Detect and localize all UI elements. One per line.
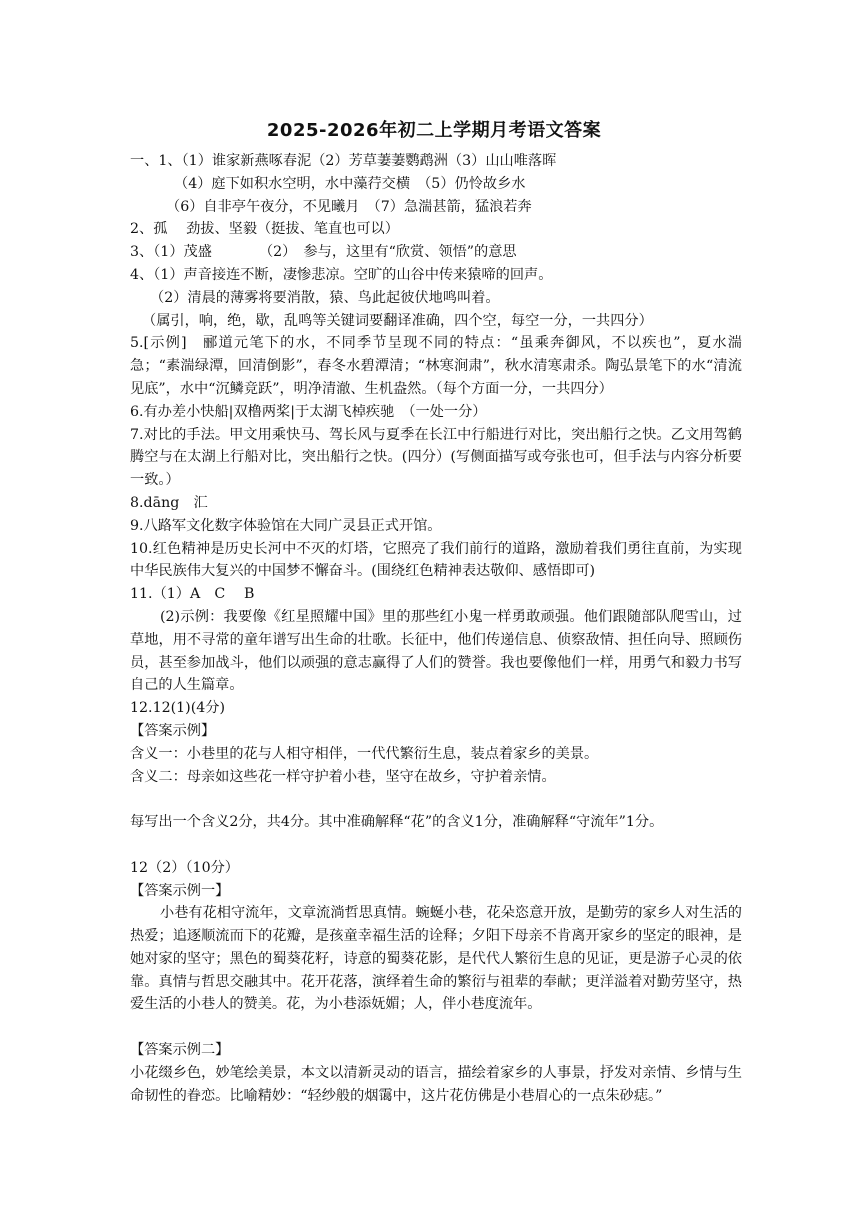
answer-8: 8.dāng 汇 [130, 494, 208, 511]
answer-11-part-1: 11.（1）A C B [130, 586, 255, 603]
answer-5: 5.[示例] 郦道元笔下的水，不同季节呈现不同的特点：“虽乘奔御风，不以疾也”，夏水湍急；“素湍绿潭，回清倒影”，春冬水碧潭清；“林寒涧肃”，秋水清寒肃杀。陶弘景笔下的水“清流见底”，水中“沉鳞竞跃”，明净清澈、生机盎然。（每个方面一分，一共四分） [130, 335, 742, 397]
answer-example-one-label: 【答案示例一】 [130, 882, 230, 899]
answer-11-part-2: (2)示例：我要像《红星照耀中国》里的那些红小鬼一样勇敢顽强。他们跟随部队爬雪山，过草地，用不寻常的童年谱写出生命的壮歌。长征中，他们传递信息、侦察敌情、担任向导、照顾伤员，甚至参加战斗，他们以顽强的意志赢得了人们的赞誉。我也要像他们一样，用勇气和毅力书写自己的人生篇章。 [130, 608, 742, 694]
answer-6: 6.有办差小快船|双橹两桨|于太湖飞棹疾驰 （一处一分） [130, 403, 487, 420]
blank-line [130, 788, 742, 811]
answer-12-2-heading: 12（2）（10分） [130, 859, 239, 876]
blank-line [130, 1016, 742, 1039]
answer-1-line-3: （6）自非亭午夜分，不见曦月 （7）急湍甚箭，猛浪若奔 [166, 198, 532, 215]
blank-line [130, 834, 742, 857]
answer-7: 7.对比的手法。甲文用乘快马、驾长风与夏季在长江中行船进行对比，突出船行之快。乙文用驾鹤腾空与在太湖上行船对比，突出船行之快。(四分）(写侧面描写或夸张也可，但手法与内容分析要一致。） [130, 426, 742, 489]
answer-1-line-1: 一、1、（1）谁家新燕啄春泥（2）芳草萋萋鹦鹉洲（3）山山唯落晖 [130, 153, 557, 169]
meaning-two: 含义二：母亲如这些花一样守护着小巷，坚守在故乡，守护着亲情。 [130, 768, 556, 785]
answer-2: 2、孤 劲拔、坚毅（挺拔、笔直也可以） [130, 221, 399, 238]
answer-9: 9.八路军文化数字体验馆在大同广灵县正式开馆。 [130, 517, 442, 534]
answer-12-1-heading: 12.12(1)(4分) [130, 700, 225, 717]
answer-content [130, 150, 742, 1107]
answer-4-scoring-note: （属引，响，绝，歇，乱鸣等关键词要翻译准确，四个空，每空一分，一共四分） [142, 312, 653, 329]
answer-example-two-label: 【答案示例二】 [130, 1042, 230, 1059]
answer-4-line-2: （2）清晨的薄雾将要消散，猿、鸟此起彼伏地鸣叫着。 [150, 289, 500, 306]
answer-example-two-text: 小花缀乡色，妙笔绘美景，本文以清新灵动的语言，描绘着家乡的人事景，抒发对亲情、乡情与生命韧性的眷恋。比喻精妙：“轻纱般的烟霭中，这片花仿佛是小巷眉心的一点朱砂痣。” [130, 1064, 742, 1104]
answer-example-label: 【答案示例】 [130, 722, 216, 739]
meaning-one: 含义一：小巷里的花与人相守相伴，一代代繁衍生息，装点着家乡的美景。 [130, 745, 599, 762]
scoring-rule: 每写出一个含义2分，共4分。其中准确解释“花”的含义1分，准确解释“守流年”1分。 [130, 814, 664, 831]
answer-4-line-1: 4、（1）声音接连不断，凄惨悲凉。空旷的山谷中传来猿啼的回声。 [130, 266, 553, 283]
document-title: 2025-2026年初二上学期月考语文答案 [266, 120, 602, 141]
answer-example-one-text: 小巷有花相守流年，文章流淌哲思真情。蜿蜒小巷，花朵恣意开放，是勤劳的家乡人对生活的热爱；追逐顺流而下的花瓣，是孩童幸福生活的诠释；夕阳下母亲不肯离开家乡的坚定的眼神，是她对家的坚守；黑色的蜀葵花籽，诗意的蜀葵花影，是代代人繁衍生息的见证，更是游子心灵的依靠。真情与哲思交融其中。花开花落，演绎着生命的繁衍与祖辈的奉献；更洋溢着对勤劳坚守，热爱生活的小巷人的赞美。花，为小巷添妩媚；人，伴小巷度流年。 [130, 905, 742, 1013]
answer-10: 10.红色精神是历史长河中不灭的灯塔，它照亮了我们前行的道路，激励着我们勇往直前，为实现中华民族伟大复兴的中国梦不懈奋斗。(围绕红色精神表达敬仰、感悟即可) [130, 540, 742, 580]
answer-3: 3、（1）茂盛 （2） 参与，这里有“欣赏、领悟”的意思 [130, 244, 517, 261]
answer-1-line-2: （4）庭下如积水空明，水中藻荇交横 （5）仍怜故乡水 [174, 175, 526, 192]
